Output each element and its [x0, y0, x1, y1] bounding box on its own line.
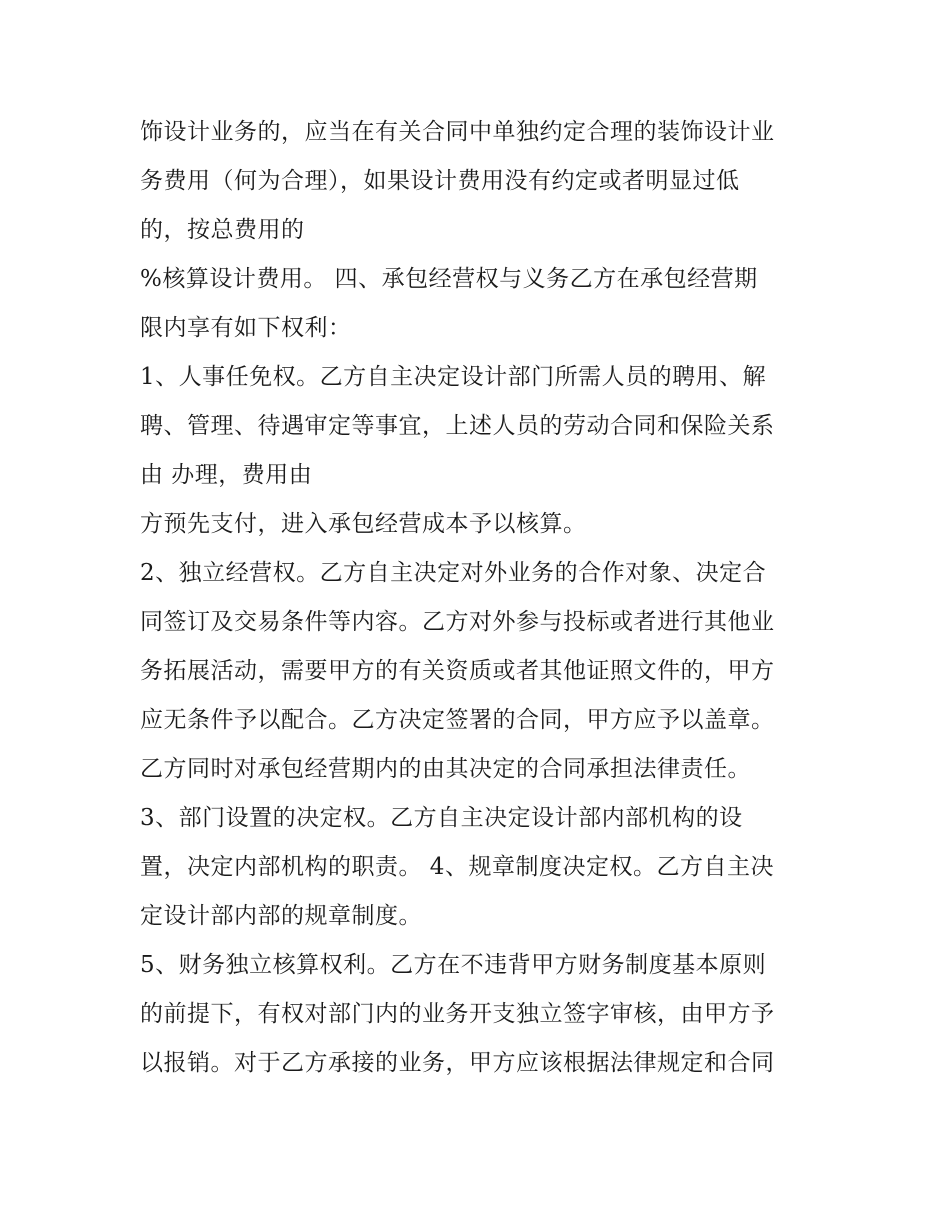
text-line: 务拓展活动，需要甲方的有关资质或者其他证照文件的，甲方 — [140, 658, 775, 684]
text-line: %核算设计费用。 四、承包经营权与义务乙方在承包经营期 — [140, 266, 758, 292]
text-line: 5、财务独立核算权利。乙方在不违背甲方财务制度基本原则 — [140, 952, 767, 978]
text-line: 同签订及交易条件等内容。乙方对外参与投标或者进行其他业 — [140, 609, 775, 635]
text-line: 以报销。对于乙方承接的业务，甲方应该根据法律规定和合同 — [140, 1050, 775, 1076]
document-body — [140, 108, 820, 1088]
text-line: 方预先支付，进入承包经营成本予以核算。 — [140, 511, 587, 537]
text-line: 应无条件予以配合。乙方决定签署的合同，甲方应予以盖章。 — [140, 707, 775, 733]
text-line: 2、独立经营权。乙方自主决定对外业务的合作对象、决定合 — [140, 560, 767, 586]
text-line: 乙方同时对承包经营期内的由其决定的合同承担法律责任。 — [140, 756, 751, 782]
text-line: 的，按总费用的 — [140, 217, 305, 243]
text-line: 的前提下，有权对部门内的业务开支独立签字审核，由甲方予 — [140, 1001, 775, 1027]
text-line: 聘、管理、待遇审定等事宜，上述人员的劳动合同和保险关系 — [140, 413, 775, 439]
text-line: 由 办理，费用由 — [140, 462, 313, 488]
text-line: 饰设计业务的，应当在有关合同中单独约定合理的装饰设计业 — [140, 119, 775, 145]
text-line: 1、人事任免权。乙方自主决定设计部门所需人员的聘用、解 — [140, 364, 767, 390]
text-line: 务费用（何为合理），如果设计费用没有约定或者明显过低 — [140, 168, 740, 194]
text-line: 置，决定内部机构的职责。 4、规章制度决定权。乙方自主决 — [140, 854, 774, 880]
text-line: 3、部门设置的决定权。乙方自主决定设计部内部机构的设 — [140, 805, 743, 831]
text-line: 限内享有如下权利： — [140, 315, 352, 341]
text-line: 定设计部内部的规章制度。 — [140, 903, 422, 929]
